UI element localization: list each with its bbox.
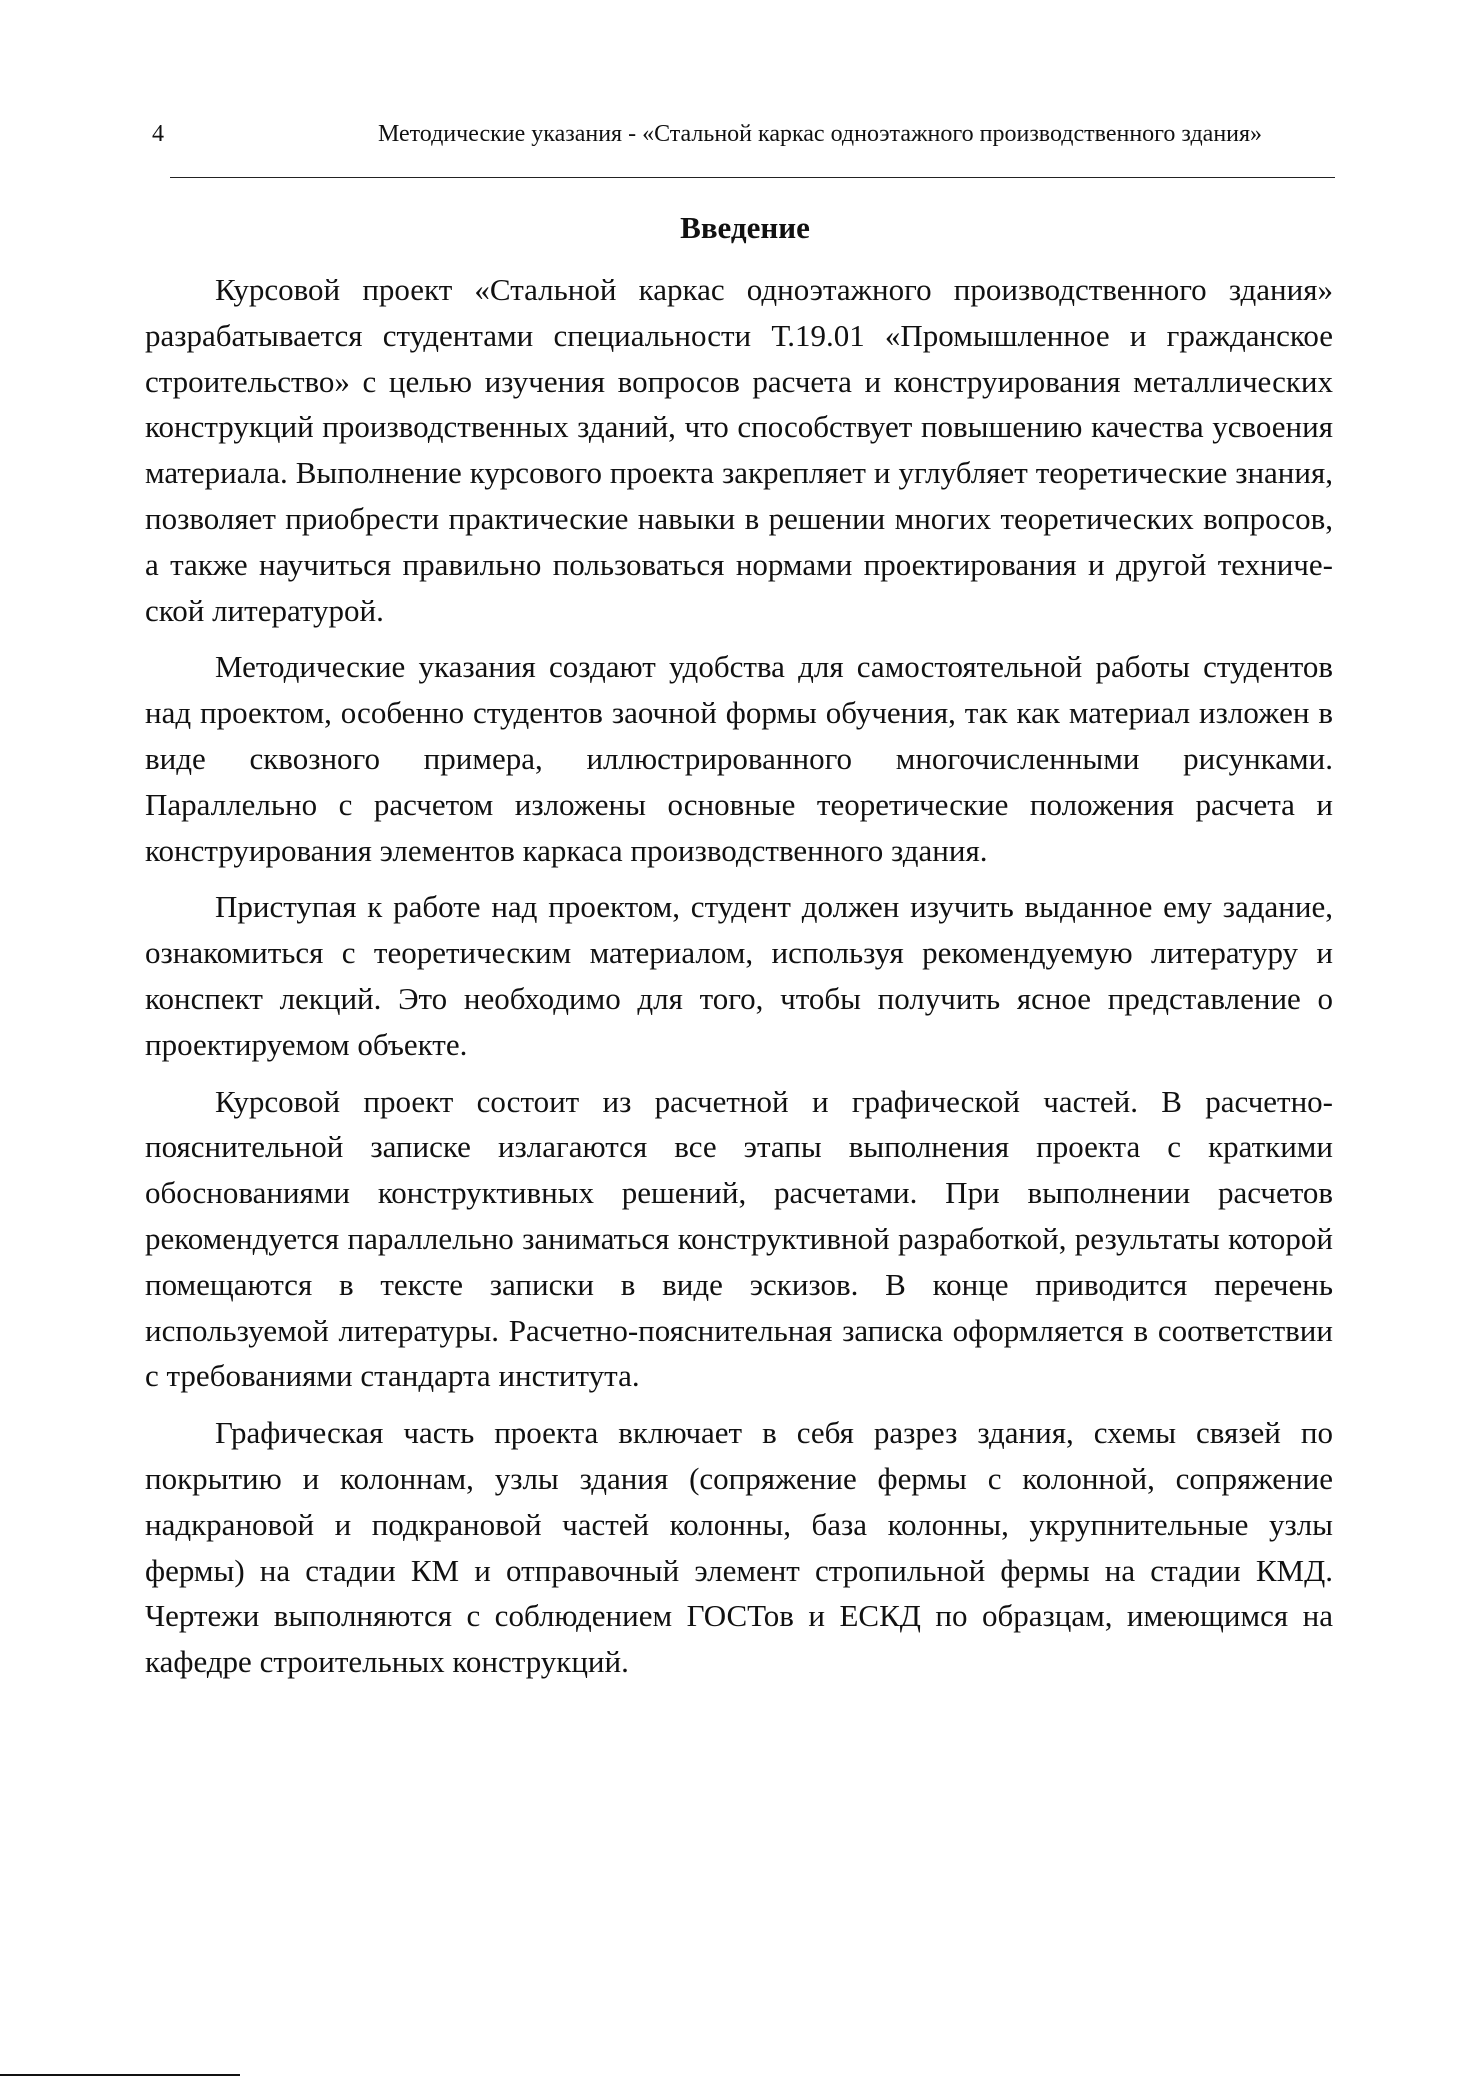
body-text <box>145 267 1333 1696</box>
running-header: Методические указания - «Стальной каркас одноэтажного производственного здания» <box>377 121 1263 147</box>
footnote-divider <box>0 2074 240 2076</box>
header-divider <box>170 177 1335 178</box>
section-title: Введение <box>680 210 810 245</box>
page-number: 4 <box>152 121 164 147</box>
paragraph: Методические указания создают удобства для самостоятельной работы студентов над проектом, особенно студентов заочной формы обучения, так как материал изложен в виде сквозного примера, иллюстрированного многочисленными рисунками. Параллельно с расчетом изложены основные теоретические положения расчета и конструирования элементов каркаса производственного здания. <box>145 649 1333 868</box>
paragraph: Курсовой проект «Стальной каркас одноэтажного производственного здания» разрабатывается студентами специальности Т.19.01 «Промышленное и гражданское строительство» с целью изучения вопросов расчета и конструирования металлических конструкций производственных зданий, что способствует повышению качества усвоения материала. Выполнение курсового проекта закрепляет и углубляет теоретические знания, позволяет приобрести практические навыки в решении многих теоретических вопросов, а также научиться правильно пользоваться нормами проектирования и другой технической литературой. <box>145 272 1333 628</box>
paragraph: Курсовой проект состоит из расчетной и графической частей. В расчетно-пояснительной записке излагаются все этапы выполнения проекта с краткими обоснованиями конструктивных решений, расчетами. При выполнении расчетов рекомендуется параллельно заниматься конструктивной разработкой, результаты которой помещаются в тексте записки в виде эскизов. В конце приводится перечень используемой литературы. Расчетно-пояснительная записка оформляется в соответствии с требованиями стандарта института. <box>145 1083 1333 1394</box>
paragraph: Приступая к работе над проектом, студент должен изучить выданное ему задание, ознакомиться с теоретическим материалом, используя рекомендуемую литературу и конспект лекций. Это необходимо для того, чтобы получить ясное представление о проектируемом объекте. <box>145 889 1333 1062</box>
paragraph: Графическая часть проекта включает в себя разрез здания, схемы связей по покрытию и колоннам, узлы здания (сопряжение фермы с колонной, сопряжение надкрановой и подкрановой частей колонны, база колонны, укрупнительные узлы фермы) на стадии КМ и отправочный элемент стропильной фермы на стадии КМД. Чертежи выполняются с соблюдением ГОСТов и ЕСКД по образцам, имеющимся на кафедре строительных конструкций. <box>145 1415 1333 1680</box>
